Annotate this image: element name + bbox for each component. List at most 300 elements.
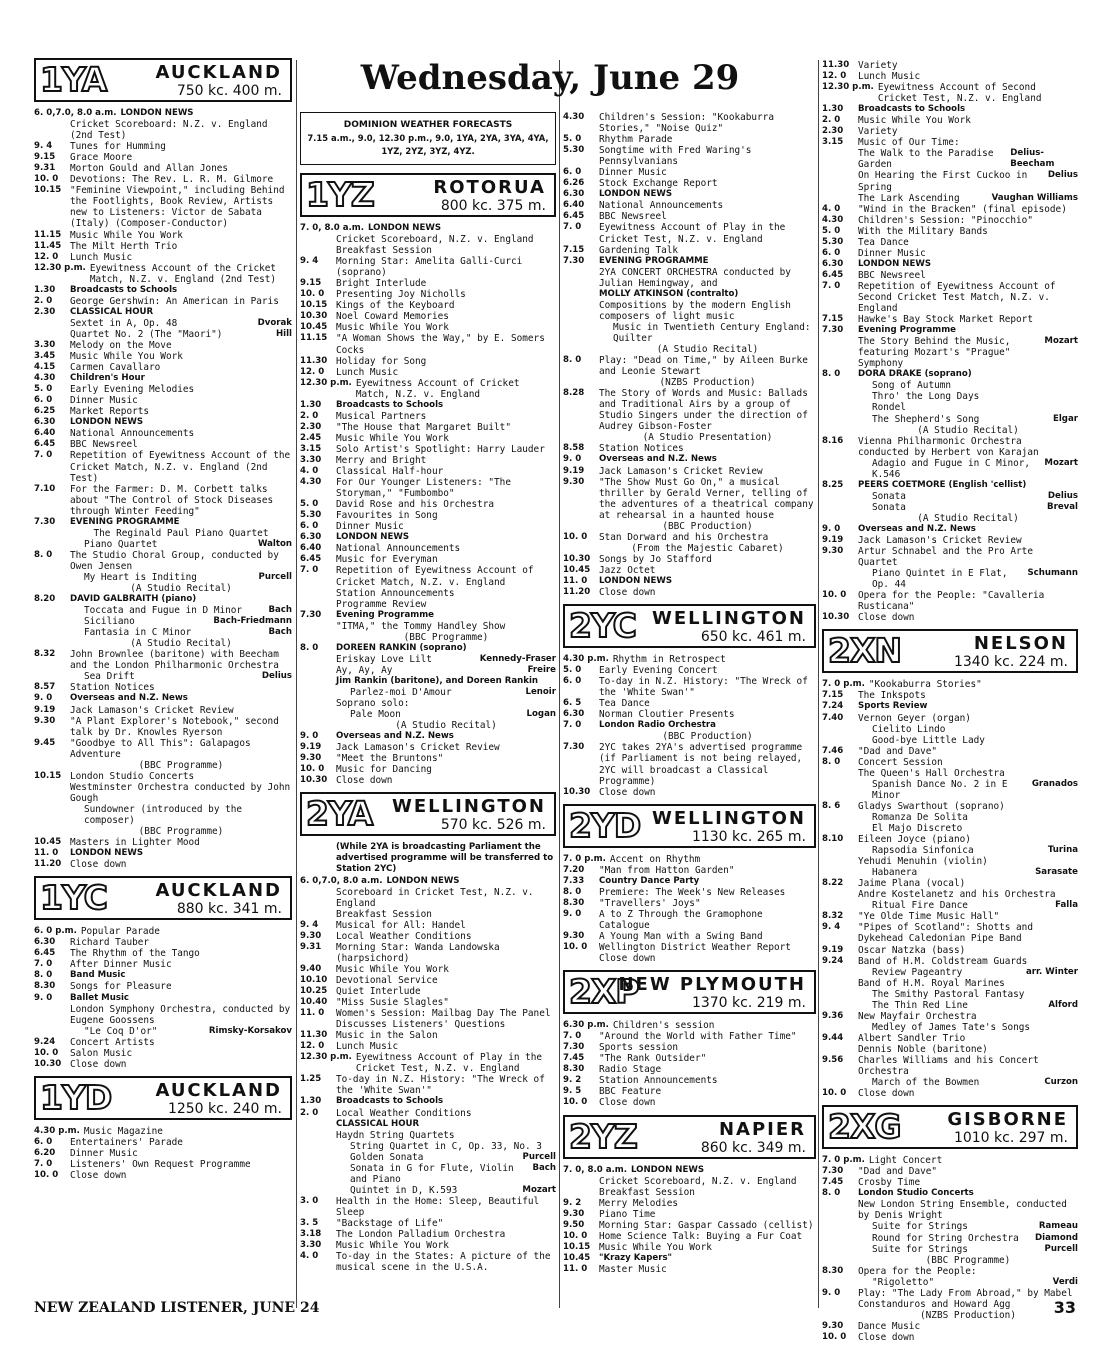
station-call: 1YC	[40, 878, 107, 918]
programme-title: Local Weather Conditions	[336, 930, 472, 942]
station-call: 2XP	[569, 972, 639, 1012]
programme-title: Haydn String Quartets	[336, 1129, 455, 1141]
work-title: March of the Bowmen	[872, 1077, 980, 1089]
programme-time	[34, 1004, 70, 1026]
programme-time: 1.30	[300, 399, 322, 410]
programme-item	[300, 444, 556, 455]
programme-title: Holiday for Song	[336, 355, 427, 367]
programme-item	[300, 588, 556, 599]
programme-time	[822, 900, 858, 911]
programme-title: (While 2YA is broadcasting Parliament the advertised programme will be transferred to Station 2YC)	[336, 842, 554, 875]
programme-item	[563, 1086, 816, 1097]
programme-title: Morning Star: Gaspar Cassado (cellist)	[599, 1219, 814, 1231]
programme-time: 10.30	[563, 786, 591, 797]
programme-item	[300, 709, 556, 720]
programme-title: LONDON NEWS	[120, 108, 194, 118]
station-frequency: 750 kc. 400 m.	[176, 83, 282, 99]
programme-title: Dinner Music	[858, 247, 926, 259]
programme-time: 5.30	[563, 145, 585, 156]
programme-item	[300, 1041, 556, 1052]
programme-title: Oscar Natzka (bass)	[858, 944, 966, 956]
programme-item	[300, 1108, 556, 1119]
programme-item	[822, 878, 1078, 889]
programme-time	[822, 735, 858, 746]
programme-item	[300, 433, 556, 444]
programme-time: 10. 0	[300, 764, 325, 775]
programme-time	[34, 671, 70, 682]
programme-title: George Gershwin: An American in Paris	[70, 295, 279, 307]
programme-time	[822, 867, 858, 878]
programme-item	[822, 60, 1078, 71]
programme-item	[563, 256, 816, 267]
programme-title: Sports Review	[858, 701, 928, 712]
programme-title: DOREEN RANKIN (soprano)	[336, 642, 467, 653]
programme-time: 7.40	[822, 712, 844, 723]
programme-item	[300, 610, 556, 621]
programme-title: Rhythm in Retrospect	[612, 654, 726, 666]
programme-item	[563, 1242, 816, 1253]
programme-time	[822, 989, 858, 1000]
programme-time: 9.24	[822, 955, 844, 966]
programme-time: 3.18	[300, 1229, 322, 1240]
programme-time	[822, 1077, 858, 1088]
programme-title: Music While You Work	[336, 432, 449, 444]
programme-title: Broadcasts to Schools	[70, 284, 178, 295]
programme-title: Eyewitness Account of Play in the Cricket Test, N.Z. v. England	[355, 1052, 543, 1075]
station-call: 2YZ	[569, 1116, 637, 1156]
programme-time: 8.10	[822, 834, 844, 845]
programme-title: Gladys Swarthout (soprano)	[858, 800, 1005, 812]
programme-title: Repetition of Eyewitness Account of the Cricket Match, N.Z. v. England (2nd Test)	[70, 450, 291, 484]
station-header-2yc	[563, 604, 816, 648]
programme-title: Yehudi Menuhin (violin)	[858, 856, 988, 868]
programme-time: 9. 4	[300, 919, 319, 930]
weather-heading: DOMINION WEATHER FORECASTS	[343, 120, 513, 130]
programme-title: Jaime Plana (vocal)	[858, 878, 966, 890]
programme-time: 8.28	[563, 388, 585, 399]
programme-time: 8.32	[34, 649, 56, 660]
programme-time	[34, 605, 70, 616]
programme-item	[34, 373, 292, 384]
programme-item	[34, 230, 292, 241]
programme-time: 7.30	[300, 609, 322, 620]
programme-time	[822, 1199, 858, 1221]
programme-title: Artur Schnabel and the Pro Arte Quartet	[858, 546, 1033, 569]
programme-title: Band of H.M. Coldstream Guards	[858, 955, 1028, 967]
programme-title: LONDON NEWS	[336, 532, 410, 543]
programme-item	[822, 314, 1078, 325]
programme-title: Devotional Service	[336, 974, 438, 986]
programme-time: 7.30	[563, 1042, 585, 1053]
programme-title: EVENING PROGRAMME	[599, 255, 709, 266]
composer-name: Delius-Beecham	[1010, 148, 1055, 170]
programme-title: Close down	[70, 1058, 127, 1070]
programme-time: 6. 0	[563, 676, 582, 687]
programme-title: Good-bye Little Lady	[872, 734, 985, 746]
programme-time: 5. 0	[563, 134, 582, 145]
programme-item	[300, 632, 556, 643]
programme-time	[34, 760, 70, 771]
programme-time: 9.45	[34, 737, 56, 748]
programme-time	[300, 654, 336, 665]
programme-title: London Symphony Orchestra, conducted by Eugene Goossens	[70, 1003, 291, 1026]
programme-time: 10.45	[563, 1252, 591, 1263]
programme-time: 9.31	[34, 163, 56, 174]
programme-title: "Backstage of Life"	[336, 1217, 444, 1229]
programme-item	[34, 528, 292, 539]
programme-title: String Quartet in C, Op. 33, No. 3	[350, 1140, 542, 1152]
programme-title: Play: "Dead on Time," by Aileen Burke and Leonie Stewart	[599, 355, 808, 378]
programme-item	[563, 587, 816, 598]
programme-list-2yz-continued	[822, 60, 1078, 623]
programme-title: Morton Gould and Allan Jones	[70, 163, 229, 175]
programme-item	[822, 71, 1078, 82]
programme-time	[822, 812, 858, 823]
work-title: Suite for Strings	[872, 1243, 968, 1255]
programme-time: 10. 0	[34, 1170, 59, 1181]
programme-time: 7.30	[563, 742, 585, 753]
programme-title: Jack Lamason's Cricket Review	[858, 535, 1022, 547]
programme-item	[34, 682, 292, 693]
station-header-2xn	[822, 629, 1078, 673]
programme-item	[822, 170, 1078, 192]
programme-title: Variety	[858, 60, 898, 71]
programme-time: 4.30	[34, 373, 56, 384]
programme-title: Close down	[858, 612, 915, 624]
programme-title: "The Rank Outsider"	[599, 1053, 707, 1065]
programme-time	[34, 329, 70, 340]
programme-title: Songs for Pleasure	[70, 981, 172, 993]
work-title: "Le Coq D'or"	[84, 1025, 158, 1037]
programme-item	[822, 259, 1078, 270]
programme-time	[822, 402, 858, 413]
programme-title: El Majo Discreto	[872, 823, 963, 834]
page-title: Wednesday, June 29	[360, 58, 740, 98]
programme-time: 7. 0, 8.0 a.m.	[300, 223, 364, 233]
composer-name: Purcell	[522, 1151, 556, 1162]
programme-time: 6.40	[300, 543, 322, 554]
programme-item	[34, 760, 292, 771]
station-header-2yz	[563, 1115, 816, 1159]
programme-time: 2. 0	[300, 1107, 319, 1118]
programme-item	[822, 1277, 1078, 1288]
programme-time: 9.19	[563, 465, 585, 476]
programme-title	[858, 1277, 1078, 1288]
programme-item	[563, 267, 816, 289]
programme-item	[822, 801, 1078, 812]
composer-name: Freire	[527, 664, 556, 675]
programme-title: (A Studio Recital)	[656, 343, 759, 355]
programme-time: 9. 2	[563, 1197, 582, 1208]
programme-item	[563, 344, 816, 355]
programme-title: Romanza De Solita	[872, 811, 968, 823]
programme-list-2xg	[822, 1155, 1078, 1343]
programme-item	[300, 1008, 556, 1030]
programme-title: Music While You Work	[70, 229, 183, 241]
programme-item	[34, 959, 292, 970]
programme-time	[300, 1119, 336, 1130]
programme-title: A to Z Through the Gramophone Catalogue	[599, 908, 763, 931]
programme-title: The Rhythm of the Tango	[70, 948, 200, 960]
programme-item	[822, 491, 1078, 502]
programme-item	[822, 1288, 1078, 1310]
programme-title: Dennis Noble (baritone)	[858, 1043, 988, 1055]
programme-time: 10.40	[300, 997, 328, 1008]
programme-item	[822, 369, 1078, 380]
composer-name: Breval	[1047, 501, 1078, 512]
programme-time: 8.57	[34, 682, 56, 693]
programme-time: 12. 0	[300, 1041, 325, 1052]
programme-title: Eyewitness Account of Play in the Cricket Test, N.Z. v. England	[599, 222, 786, 245]
programme-time: 7.10	[34, 483, 56, 494]
programme-title: Tunes for Humming	[70, 141, 166, 153]
programme-item	[34, 716, 292, 738]
programme-item	[822, 856, 1078, 867]
composer-name: Mozart	[522, 1184, 556, 1195]
programme-time: 10. 0	[563, 942, 588, 953]
programme-list-1yz	[300, 223, 556, 786]
programme-time	[34, 583, 70, 594]
programme-time	[822, 380, 858, 391]
programme-item	[34, 152, 292, 163]
work-title: Piano Quartet	[84, 538, 158, 550]
programme-title	[70, 616, 292, 627]
programme-item	[822, 1166, 1078, 1177]
programme-item	[563, 167, 816, 178]
programme-title: CLASSICAL HOUR	[70, 306, 154, 317]
programme-time	[563, 1176, 599, 1187]
composer-name: Turina	[1047, 845, 1078, 856]
programme-title: Lunch Music	[336, 366, 399, 378]
programme-time: 10.15	[300, 300, 328, 311]
programme-time	[563, 322, 599, 344]
programme-title: Stock Exchange Report	[599, 178, 718, 190]
composer-name: Mozart	[1044, 457, 1078, 468]
programme-title	[858, 1221, 1078, 1232]
programme-item	[300, 887, 556, 909]
programme-title: Music for Dancing	[336, 764, 432, 776]
programme-title: (BBC Programme)	[138, 759, 224, 771]
work-title: Quartet No. 2 (The "Maori")	[70, 328, 223, 340]
programme-item	[822, 436, 1078, 458]
programme-time	[822, 1000, 858, 1011]
programme-time	[822, 856, 858, 867]
programme-title	[336, 665, 556, 676]
programme-time	[563, 432, 599, 443]
programme-item	[822, 425, 1078, 436]
programme-title: Health in the Home: Sleep, Beautiful Sleep	[336, 1195, 540, 1218]
programme-title: LONDON NEWS	[70, 848, 144, 859]
programme-title: Lunch Music	[70, 251, 133, 263]
programme-time: 6.30	[300, 532, 322, 543]
programme-item	[822, 746, 1078, 757]
programme-title: BBC Feature	[599, 1086, 662, 1098]
programme-time: 9.30	[822, 546, 844, 557]
programme-time: 6. 0,7.0, 8.0 a.m.	[300, 875, 383, 886]
programme-time	[300, 909, 336, 920]
programme-time: 6.45	[300, 554, 322, 565]
programme-time	[300, 234, 336, 245]
programme-title: (A Studio Recital)	[917, 512, 1019, 524]
programme-title: Accent on Rhythm	[609, 853, 701, 865]
programme-title: Rhythm Parade	[599, 134, 673, 146]
programme-item	[563, 543, 816, 554]
programme-time: 8.30	[563, 897, 585, 908]
programme-time: 10.15	[34, 185, 62, 196]
programme-item	[300, 975, 556, 986]
programme-time: 6.40	[563, 200, 585, 211]
programme-item	[300, 687, 556, 698]
programme-item	[822, 834, 1078, 845]
programme-title: (BBC Programme)	[925, 1254, 1011, 1266]
programme-time: 5.30	[822, 236, 844, 247]
programme-time	[822, 425, 858, 436]
programme-time: 7.45	[822, 1177, 844, 1188]
programme-list-2xp	[563, 1020, 816, 1108]
station-call: 1YZ	[306, 175, 374, 214]
programme-item	[300, 1052, 556, 1074]
programme-item	[300, 289, 556, 300]
programme-item	[563, 720, 816, 731]
programme-title: Eileen Joyce (piano)	[858, 834, 971, 846]
programme-item	[34, 428, 292, 439]
programme-item	[34, 638, 292, 649]
programme-item	[34, 782, 292, 804]
programme-time: 10.30	[34, 1058, 62, 1069]
programme-item	[34, 384, 292, 395]
programme-item	[822, 248, 1078, 259]
programme-time	[563, 344, 599, 355]
programme-title: Morning Star: Amelita Galli-Curci (soprano)	[336, 256, 523, 279]
programme-time: 2.30	[300, 421, 322, 432]
programme-item	[563, 443, 816, 454]
programme-item	[300, 909, 556, 920]
programme-title: Close down	[858, 1331, 915, 1343]
programme-time: 9.30	[822, 1320, 844, 1331]
programme-item	[34, 395, 292, 406]
programme-item	[300, 565, 556, 587]
programme-item	[34, 693, 292, 704]
work-title: Round for String Orchestra	[872, 1232, 1019, 1244]
programme-time	[822, 414, 858, 425]
programme-time: 4. 0	[822, 203, 841, 214]
programme-item	[34, 484, 292, 517]
station-header-2yd	[563, 804, 816, 848]
programme-time: 8.30	[563, 1064, 585, 1075]
programme-time: 12. 0	[34, 251, 59, 262]
programme-title: Music for Everyman	[336, 554, 438, 566]
work-title: Parlez-moi D'Amour	[350, 686, 452, 698]
programme-item	[822, 237, 1078, 248]
programme-item	[822, 391, 1078, 402]
programme-title: "A Woman Shows the Way," by E. Somers Cocks	[336, 333, 545, 356]
programme-item	[34, 948, 292, 959]
programme-title: Musical for All: Handel	[336, 919, 466, 931]
programme-time	[34, 572, 70, 583]
programme-time: 6.30	[822, 258, 844, 269]
programme-title	[858, 568, 1078, 590]
programme-item	[563, 521, 816, 532]
programme-title: A Young Man with a Swing Band	[599, 931, 763, 942]
programme-time: 10.30	[822, 612, 850, 623]
programme-title: David Rose and his Orchestra	[336, 499, 495, 511]
programme-item	[822, 104, 1078, 115]
programme-item	[300, 621, 556, 632]
programme-title: Bright Interlude	[336, 278, 427, 290]
programme-item	[34, 450, 292, 483]
programme-item	[563, 865, 816, 876]
programme-title: (BBC Production)	[662, 520, 753, 532]
programme-item	[822, 900, 1078, 911]
programme-time: 8. 0	[822, 1188, 841, 1199]
programme-title: Rondel	[872, 402, 906, 414]
programme-item	[300, 997, 556, 1008]
programme-time: 12.30 p.m.	[300, 1052, 352, 1063]
programme-title: Music in Twentieth Century England: Quilter	[613, 321, 811, 344]
programme-title: Crosby Time	[858, 1177, 921, 1189]
programme-title: Noel Coward Memories	[336, 311, 449, 323]
programme-item	[34, 1037, 292, 1048]
programme-time: 9.19	[822, 944, 844, 955]
programme-time: 9.15	[300, 278, 322, 289]
programme-item	[563, 355, 816, 377]
work-title: Sonata	[872, 490, 906, 502]
programme-title: "Wind in the Bracken" (final episode)	[858, 203, 1067, 215]
programme-time	[822, 568, 858, 590]
programme-title	[858, 867, 1078, 878]
station-city: WELLINGTON	[392, 796, 546, 818]
composer-name: Dvorak	[257, 317, 292, 328]
programme-time: 7. 0 p.m.	[822, 1155, 865, 1166]
programme-title: Women's Session: Mailbag Day The Panel Discusses Listeners' Questions	[336, 1008, 551, 1031]
programme-time: 7.30	[822, 1166, 844, 1177]
programme-item	[563, 454, 816, 465]
programme-item	[822, 204, 1078, 215]
programme-time: 12.30 p.m.	[300, 377, 352, 388]
programme-time: 9.30	[563, 476, 585, 487]
programme-item	[822, 956, 1078, 967]
programme-title: Eyewitness Account of Second Cricket Test, N.Z. v. England	[877, 82, 1042, 105]
programme-time: 10.10	[300, 974, 328, 985]
programme-item	[300, 311, 556, 322]
programme-item	[563, 112, 816, 134]
programme-title: MOLLY ATKINSON (contralto)	[599, 288, 739, 299]
programme-time: 8. 0	[822, 756, 841, 767]
programme-time	[300, 621, 336, 632]
programme-time: 4.30 p.m.	[34, 1125, 80, 1136]
programme-time: 2. 0	[300, 410, 319, 421]
programme-item	[822, 148, 1078, 170]
programme-time	[300, 842, 336, 875]
programme-item	[822, 1011, 1078, 1022]
programme-item	[563, 898, 816, 909]
programme-item	[300, 234, 556, 245]
programme-title	[858, 170, 1078, 192]
programme-item	[34, 738, 292, 760]
programme-time	[300, 599, 336, 610]
programme-title	[858, 1077, 1078, 1088]
programme-item	[34, 583, 292, 594]
programme-time: 6.25	[34, 406, 56, 417]
programme-title: Close down	[599, 786, 656, 798]
programme-item	[822, 568, 1078, 590]
programme-title: LONDON NEWS	[599, 575, 673, 586]
programme-title: Melody on the Move	[70, 339, 172, 351]
work-title: Rapsodia Sinfonica	[872, 845, 974, 857]
programme-title	[70, 318, 292, 329]
programme-time: 7.30	[822, 325, 844, 336]
programme-time: 9.31	[300, 941, 322, 952]
